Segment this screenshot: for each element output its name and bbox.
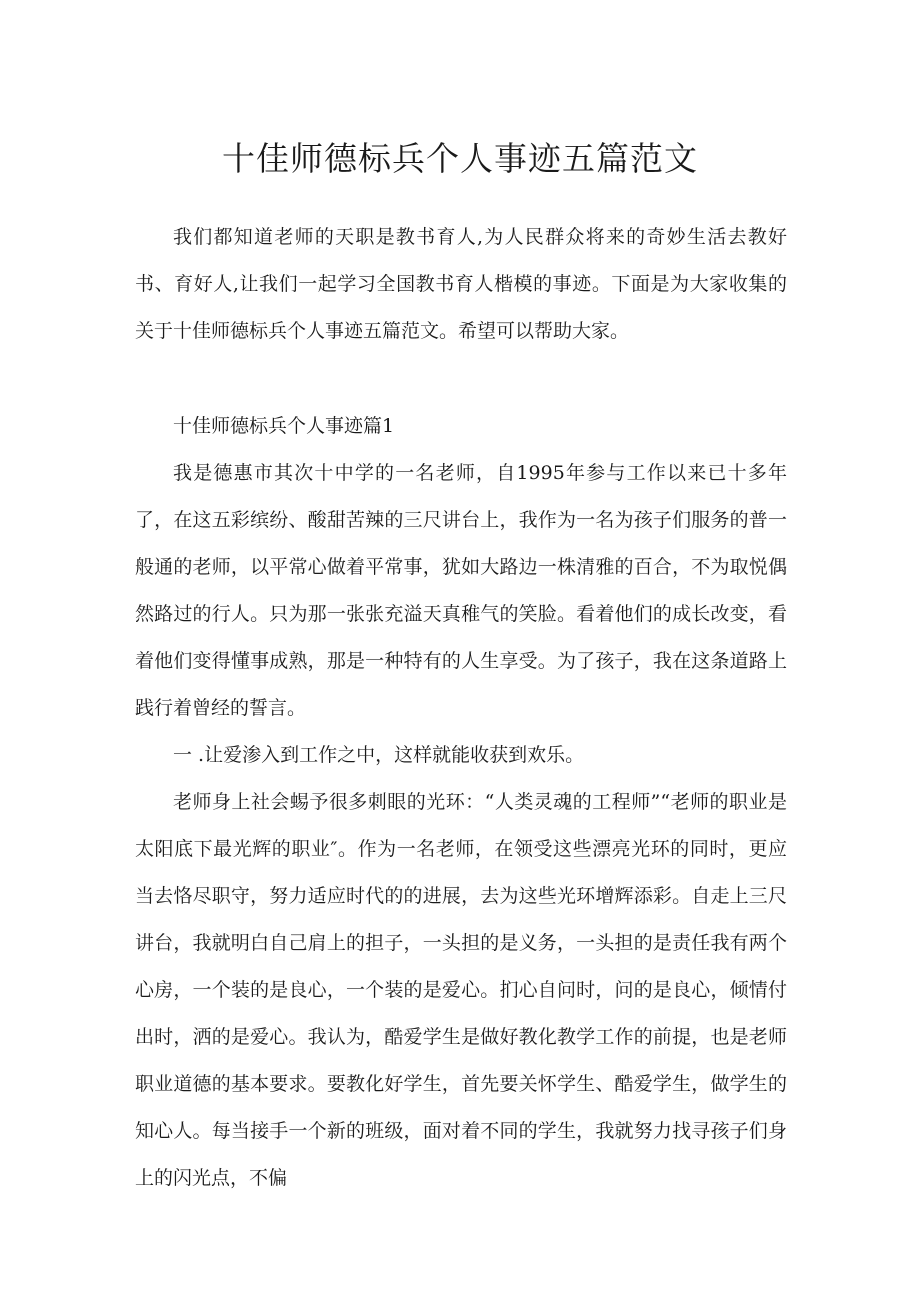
section-heading: 十佳师德标兵个人事迹篇1 <box>173 415 395 437</box>
section-paragraph-1: 我是德惠市其次十中学的一名老师，自1995年参与工作以来已十多年了，在这五彩缤纷、酸甜苦辣的三尺讲台上，我作为一名为孩子们服务的普一般通的老师，以平常心做着平常事，犹如大路边一株清雅的百合，不为取悦偶然路过的行人。只为那一张张充溢天真稚气的笑脸。看着他们的成长改变，看着他们变得懂事成熟，那是一种特有的人生享受。为了孩子，我在这条道路上践行着曾经的誓言。 <box>135 462 787 719</box>
section-paragraph-2: 老师身上社会蜴予很多刺眼的光环：“人类灵魂的工程师”“老师的职业是太阳底下最光辉的职业″。作为一名老师，在领受这些漂亮光环的同时，更应当去恪尽职守，努力适应时代的的进展，去为这些光环增辉添彩。自走上三尺讲台，我就明白自己肩上的担子，一头担的是义务，一头担的是责任我有两个心房，一个装的是良心，一个装的是爱心。扪心自问时，问的是良心，倾情付出时，洒的是爱心。我认为，酷爱学生是做好教化教学工作的前提，也是老师职业道德的基本要求。要教化好学生，首先要关怀学生、酷爱学生，做学生的知心人。每当接手一个新的班级，面对着不同的学生，我就努力找寻孩子们身上的闪光点，不偏 <box>135 791 787 1189</box>
section-point-heading: 一 .让爱渗入到工作之中，这样就能收获到欢乐。 <box>173 744 585 766</box>
intro-paragraph: 我们都知道老师的天职是教书育人,为人民群众将来的奇妙生活去教好书、育好人,让我们一起学习全国教书育人楷模的事迹。下面是为大家收集的关于十佳师德标兵个人事迹五篇范文。希望可以帮助大家。 <box>135 226 787 342</box>
document-title: 十佳师德标兵个人事迹五篇范文 <box>222 139 698 178</box>
